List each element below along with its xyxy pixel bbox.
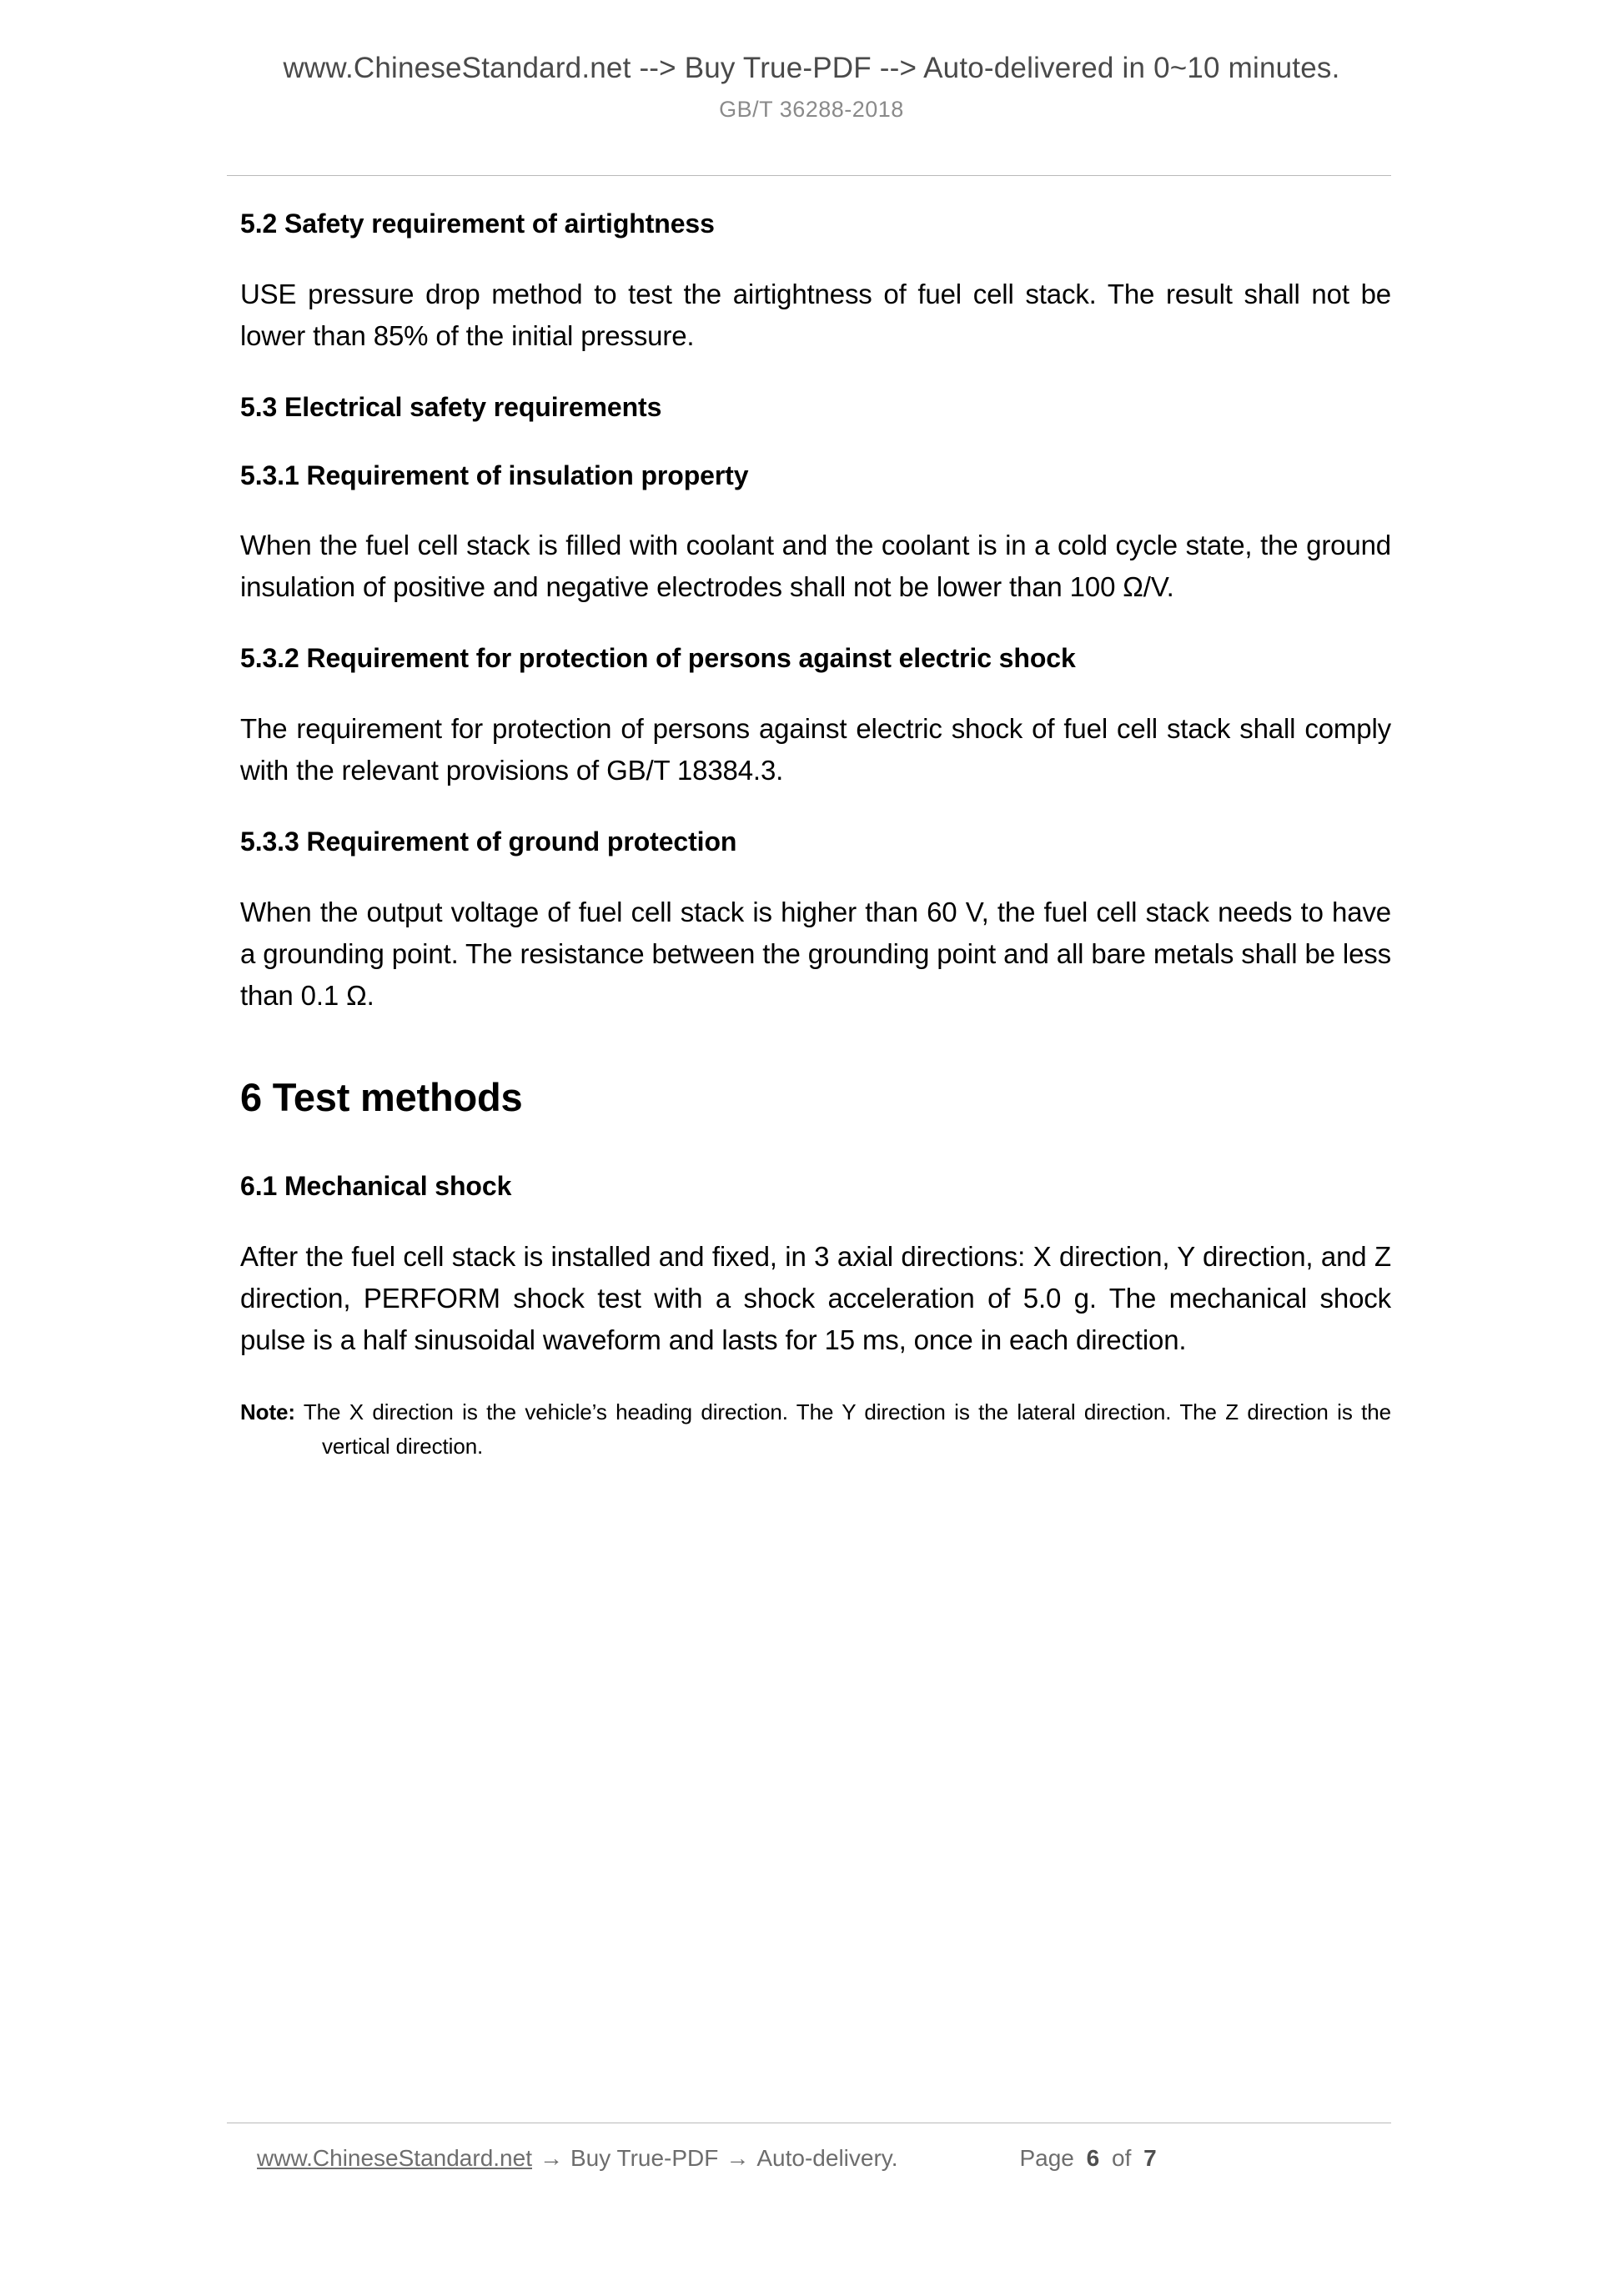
heading-5-3: 5.3 Electrical safety requirements — [240, 391, 662, 422]
paragraph-5-3-3: When the output voltage of fuel cell stack is higher than 60 V, the fuel cell stack needs to have a grounding point. The resistance between the grounding point and all bare metals shall be less than 0.1 Ω. — [240, 896, 1391, 1012]
spacer — [240, 1362, 1391, 1395]
heading-5-3-3: 5.3.3 Requirement of ground protection — [240, 826, 737, 857]
spacer — [240, 1123, 1391, 1169]
spacer — [240, 1017, 1391, 1072]
of-word: of — [1112, 2145, 1132, 2171]
header-standard-number: GB/T 36288-2018 — [719, 97, 904, 122]
header-promo-text: www.ChineseStandard.net --> Buy True-PDF --> Auto-delivered in 0~10 minutes. — [283, 52, 1340, 84]
spacer — [240, 493, 1391, 525]
spacer — [240, 608, 1391, 641]
document-body — [240, 207, 1391, 1529]
page-footer — [227, 2145, 1394, 2172]
heading-5-2: 5.2 Safety requirement of airtightness — [240, 208, 715, 239]
spacer — [240, 357, 1391, 390]
paragraph-5-3-1: When the fuel cell stack is filled with coolant and the coolant is in a cold cycle state, the ground insulation of positive and negative electrodes shall not be lower than 100 Ω/V. — [240, 530, 1391, 603]
footer-promo — [257, 2145, 897, 2172]
heading-6: 6 Test methods — [240, 1075, 523, 1120]
footer-url-link[interactable]: www.ChineseStandard.net — [257, 2145, 532, 2171]
current-page-number: 6 — [1086, 2145, 1100, 2171]
spacer — [240, 242, 1391, 274]
arrow-right-icon: → — [539, 2145, 563, 2171]
heading-5-3-1: 5.3.1 Requirement of insulation property — [240, 460, 749, 490]
heading-5-3-2: 5.3.2 Requirement for protection of persons against electric shock — [240, 643, 1076, 674]
note-block-6-1 — [240, 1395, 1391, 1464]
footer-delivery-label: Auto-delivery. — [756, 2145, 898, 2171]
spacer — [240, 425, 1391, 459]
note-label: Note: — [240, 1399, 295, 1424]
header-divider — [227, 175, 1391, 176]
spacer — [240, 860, 1391, 892]
spacer — [240, 1204, 1391, 1236]
spacer — [240, 791, 1391, 825]
paragraph-5-2: USE pressure drop method to test the airtightness of fuel cell stack. The result shall not be lower than 85% of the initial pressure. — [240, 278, 1391, 351]
paragraph-5-3-2: The requirement for protection of persons against electric shock of fuel cell stack shall comply with the relevant provisions of GB/T 18384.3. — [240, 713, 1391, 786]
arrow-right-icon: → — [726, 2145, 750, 2171]
page-indicator — [1019, 2145, 1162, 2172]
note-text: The X direction is the vehicle’s heading direction. The Y direction is the lateral direction. The Z direction is the vertical direction. — [303, 1399, 1391, 1459]
total-page-number: 7 — [1143, 2145, 1157, 2171]
heading-6-1: 6.1 Mechanical shock — [240, 1171, 512, 1202]
spacer — [240, 1497, 1391, 1529]
spacer — [240, 676, 1391, 708]
footer-buy-label: Buy True-PDF — [570, 2145, 719, 2171]
page-word: Page — [1019, 2145, 1074, 2171]
paragraph-6-1: After the fuel cell stack is installed and fixed, in 3 axial directions: X direction, Y direction, and Z direction, PERFORM shock test with a shock acceleration of 5.0 g. The mechanical shock pulse is a half sinusoidal waveform and lasts for 15 ms, once in each direction. — [240, 1241, 1391, 1356]
page-header — [0, 0, 1623, 123]
spacer — [240, 1464, 1391, 1497]
